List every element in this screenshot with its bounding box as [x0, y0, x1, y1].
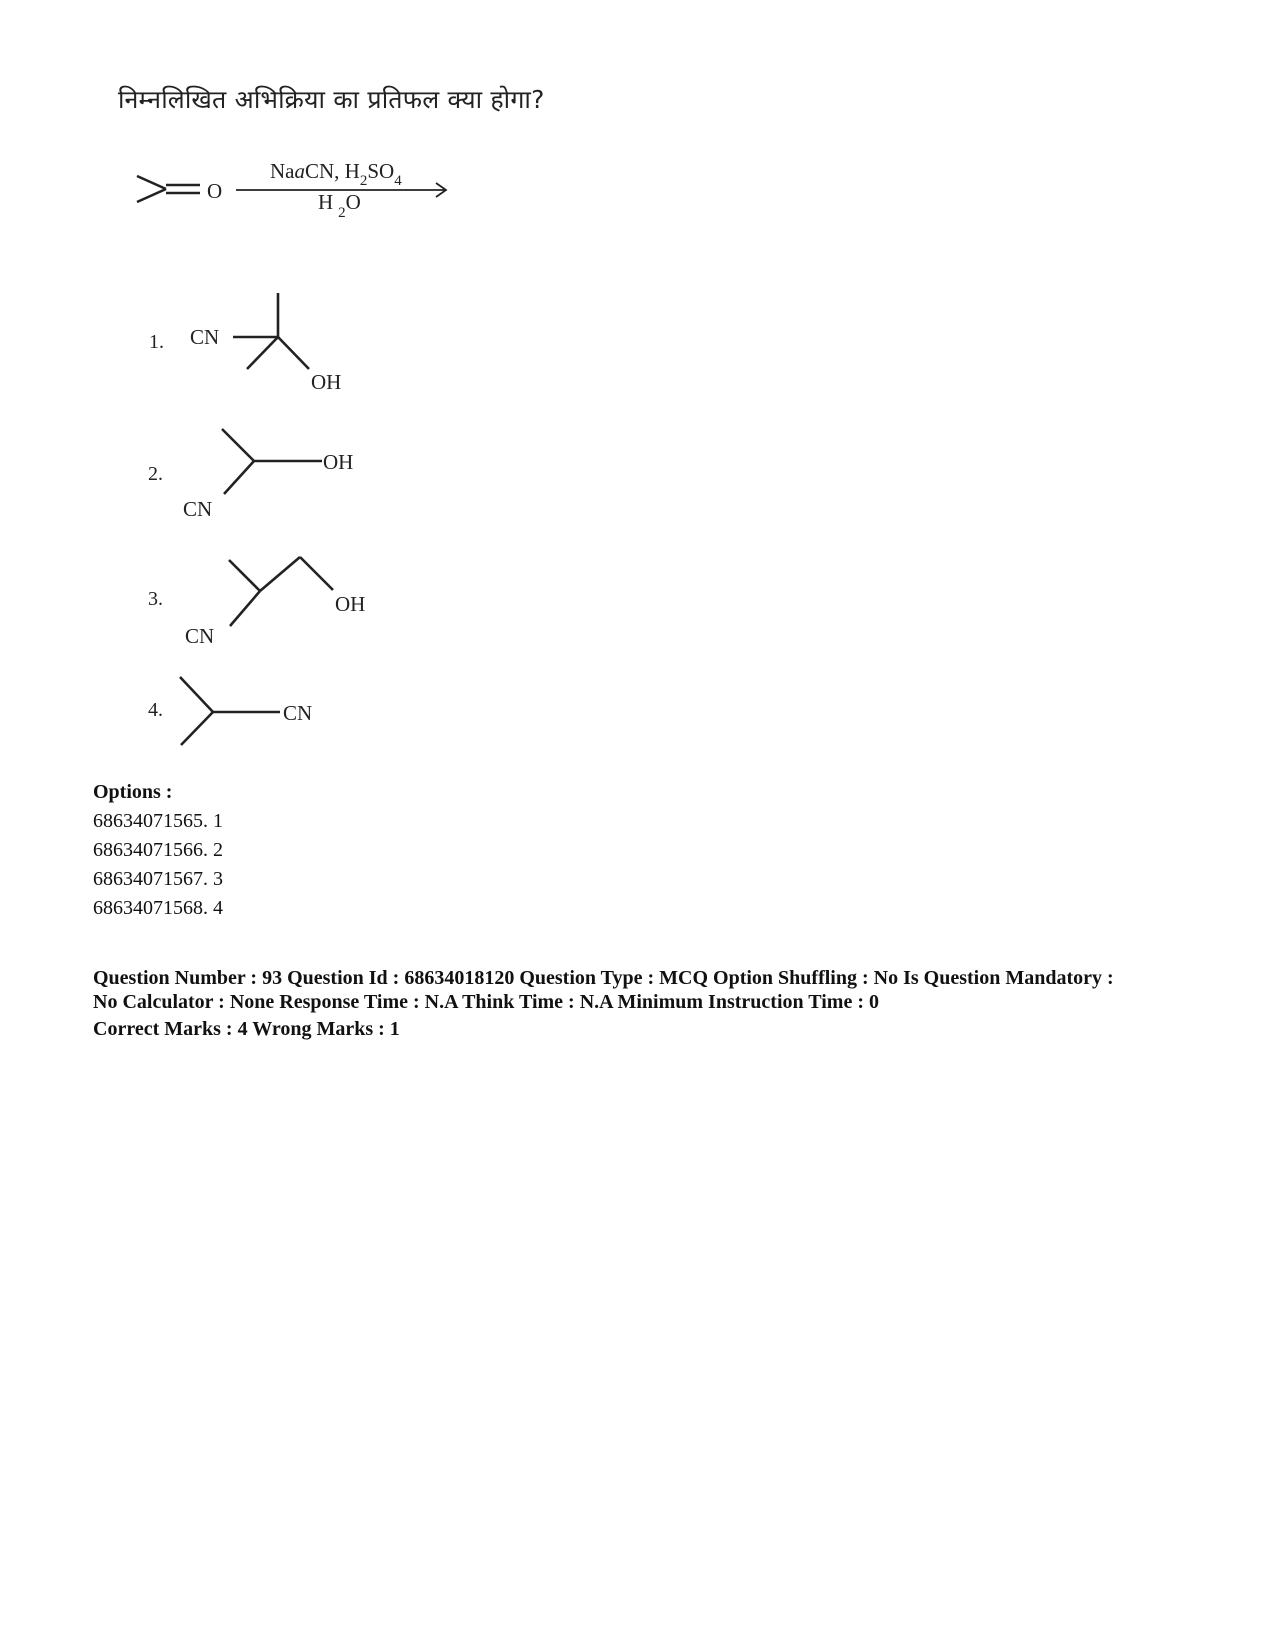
option-item: 68634071568. 4 — [93, 897, 223, 919]
reagent-bottom: H $_2$O — [318, 190, 361, 221]
choice-3-oh-label: OH — [335, 592, 366, 616]
meta-line-1: Question Number : 93 Question Id : 68634018120 Question Type : MCQ Option Shuffling : No Is Question Mandatory : — [93, 967, 1114, 989]
chemistry-figure — [0, 0, 1275, 760]
choice-number-3: 3. — [148, 588, 163, 610]
choice-2-oh-label: OH — [323, 450, 354, 474]
choice-2-cn-label: CN — [183, 497, 213, 521]
choice-3-structure — [229, 557, 333, 626]
options-heading: Options : — [93, 781, 173, 803]
choice-number-1: 1. — [149, 331, 164, 353]
choice-1-cn-label: CN — [190, 325, 220, 349]
choice-1-structure — [233, 293, 309, 369]
choice-4-structure — [180, 677, 280, 745]
choice-number-2: 2. — [148, 463, 163, 485]
reactant-structure — [137, 176, 200, 202]
oxygen-label: O — [207, 179, 223, 203]
bond-line — [137, 189, 166, 202]
choice-number-4: 4. — [148, 699, 163, 721]
reagent-top: NaaCN, $H_2SO_4$ — [270, 159, 402, 189]
option-item: 68634071565. 1 — [93, 810, 223, 832]
marks-line: Correct Marks : 4 Wrong Marks : 1 — [93, 1018, 400, 1040]
options-block — [93, 778, 223, 923]
choice-4-cn-label: CN — [283, 701, 313, 725]
question-text: निम्नलिखित अभिक्रिया का प्रतिफल क्या होगा? — [118, 85, 545, 114]
option-item: 68634071567. 3 — [93, 868, 223, 890]
choice-3-cn-label: CN — [185, 624, 215, 648]
question-meta — [93, 966, 1213, 1014]
option-item: 68634071566. 2 — [93, 839, 223, 861]
reaction-arrow — [236, 183, 446, 197]
choice-2-structure — [222, 429, 322, 494]
meta-line-2: No Calculator : None Response Time : N.A Think Time : N.A Minimum Instruction Time : 0 — [93, 991, 879, 1013]
choice-1-oh-label: OH — [311, 370, 342, 394]
bond-line — [137, 176, 166, 189]
